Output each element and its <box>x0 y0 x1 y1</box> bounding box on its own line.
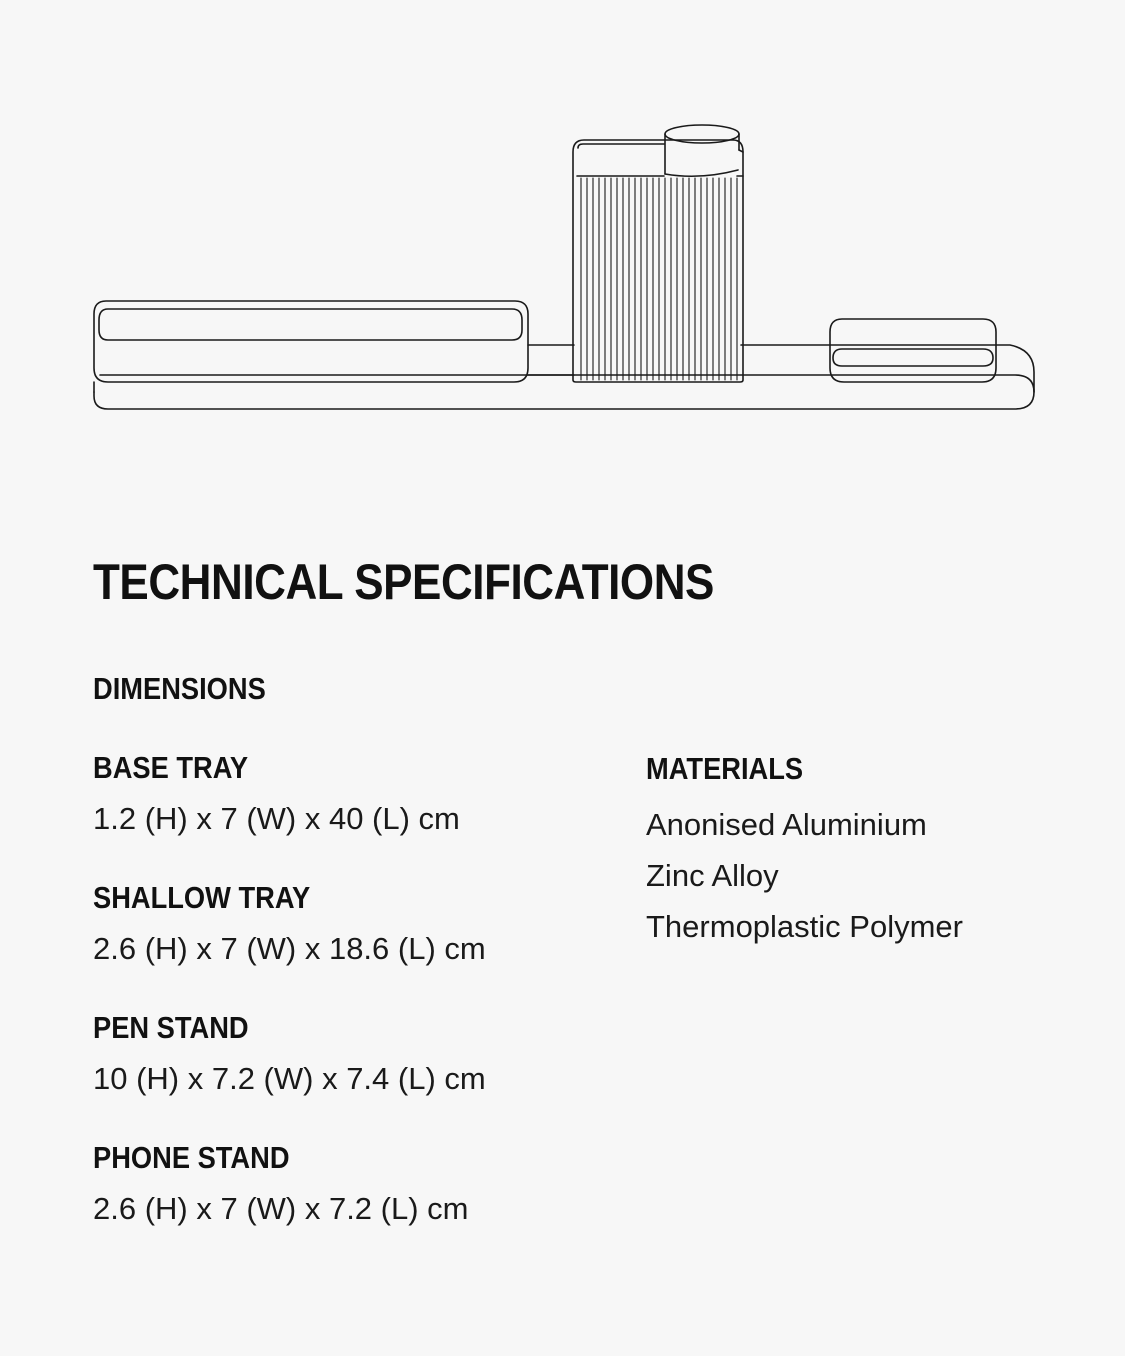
dimension-value: 2.6 (H) x 7 (W) x 7.2 (L) cm <box>93 1191 469 1226</box>
dimension-label: PEN STAND <box>93 1010 249 1045</box>
phone-stand-drawing <box>830 319 996 382</box>
pen-stand-drawing <box>573 125 743 382</box>
product-illustration <box>0 0 1125 460</box>
dimension-label: BASE TRAY <box>93 750 249 785</box>
dimension-label: PHONE STAND <box>93 1140 290 1175</box>
base-plate-drawing <box>528 345 1034 392</box>
material-item: Anonised Aluminium <box>646 807 927 842</box>
dimension-value: 2.6 (H) x 7 (W) x 18.6 (L) cm <box>93 931 486 966</box>
materials-heading: MATERIALS <box>646 751 804 786</box>
dimension-label: SHALLOW TRAY <box>93 880 311 915</box>
dimension-value: 10 (H) x 7.2 (W) x 7.4 (L) cm <box>93 1061 486 1096</box>
base-tray-drawing <box>94 375 1034 409</box>
material-item: Zinc Alloy <box>646 858 779 893</box>
material-item: Thermoplastic Polymer <box>646 909 963 944</box>
shallow-tray-drawing <box>94 301 528 382</box>
page-title: TECHNICAL SPECIFICATIONS <box>93 554 714 610</box>
dimension-value: 1.2 (H) x 7 (W) x 40 (L) cm <box>93 801 460 836</box>
materials-list <box>646 799 963 952</box>
dimensions-heading: DIMENSIONS <box>93 671 266 706</box>
